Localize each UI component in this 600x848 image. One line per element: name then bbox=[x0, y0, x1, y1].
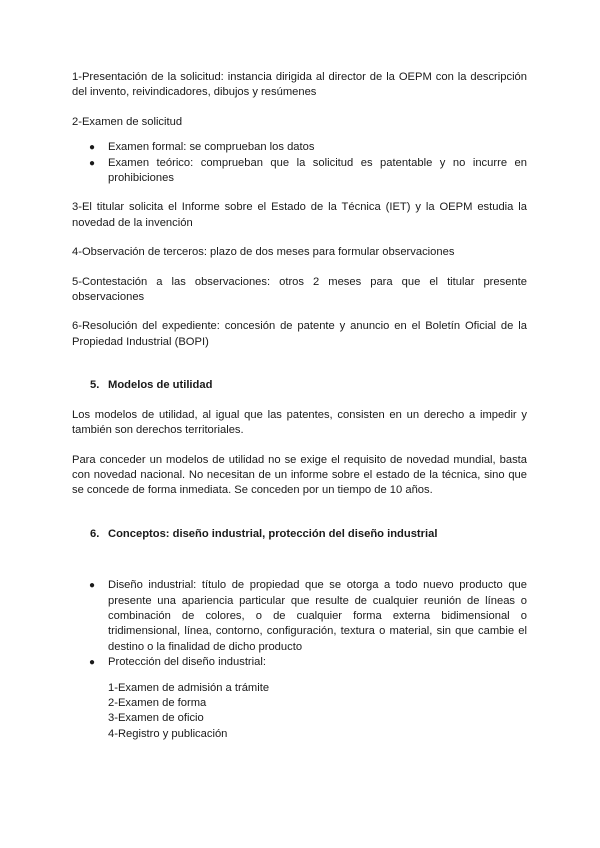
design-protection-steps bbox=[72, 681, 527, 743]
patent-step-6: 6-Resolución del expediente: concesión de patente y anuncio en el Boletín Oficial de la Propiedad Industrial (BOPI) bbox=[72, 320, 527, 348]
section-title: Modelos de utilidad bbox=[108, 379, 213, 392]
list-item bbox=[72, 655, 527, 670]
bullet-icon: ● bbox=[89, 580, 96, 592]
list-item-text: Examen teórico: comprueban que la solicitud es patentable y no incurre en prohibiciones bbox=[108, 156, 527, 185]
exam-bullet-list bbox=[72, 140, 527, 186]
list-item bbox=[72, 140, 527, 155]
list-item: 1-Examen de admisión a trámite bbox=[108, 681, 270, 694]
section-5-heading bbox=[72, 378, 527, 393]
section-5-paragraph-2: Para conceder un modelos de utilidad no se exige el requisito de novedad mundial, basta con novedad nacional. No necesitan de un informe sobre el estado de la técnica, sino que se concede de forma inmediata. Se conceden por un tiempo de 10 años. bbox=[72, 453, 527, 497]
bullet-icon: ● bbox=[89, 657, 96, 669]
bullet-icon: ● bbox=[89, 157, 96, 169]
list-item: 3-Examen de oficio bbox=[108, 712, 204, 725]
patent-step-2: 2-Examen de solicitud bbox=[72, 115, 183, 128]
bullet-icon: ● bbox=[89, 142, 96, 154]
list-item: 2-Examen de forma bbox=[108, 696, 207, 709]
section-6-heading bbox=[72, 527, 527, 542]
list-item-text: Diseño industrial: título de propiedad que se otorga a todo nuevo producto que presente una apariencia particular que resulte de cualquier reunión de líneas o combinación de colores, o de cualquier forma externa bidimensional o tridimensional, línea, contorno, configuración, textura o material, sin que cambie el destino o la finalidad de dicho producto bbox=[108, 579, 527, 653]
list-item bbox=[72, 156, 527, 187]
list-item bbox=[72, 578, 527, 655]
design-bullet-list bbox=[72, 578, 527, 670]
document-content bbox=[72, 70, 527, 742]
section-number: 6. bbox=[90, 527, 100, 540]
section-5-paragraph-1: Los modelos de utilidad, al igual que las patentes, consisten en un derecho a impedir y también son derechos territoriales. bbox=[72, 408, 527, 437]
list-item-text: Protección del diseño industrial: bbox=[108, 656, 266, 669]
patent-step-3: 3-El titular solicita el Informe sobre el Estado de la Técnica (IET) y la OEPM estudia la novedad de la invención bbox=[72, 201, 527, 229]
patent-step-5: 5-Contestación a las observaciones: otros 2 meses para que el titular presente observaciones bbox=[72, 275, 527, 304]
list-item-text: Examen formal: se comprueban los datos bbox=[108, 141, 315, 154]
patent-step-1: 1-Presentación de la solicitud: instancia dirigida al director de la OEPM con la descripción del invento, reivindicadores, dibujos y resúmenes bbox=[72, 71, 527, 99]
list-item: 4-Registro y publicación bbox=[108, 727, 228, 740]
section-number: 5. bbox=[90, 379, 100, 392]
patent-step-4: 4-Observación de terceros: plazo de dos meses para formular observaciones bbox=[72, 246, 455, 259]
section-title: Conceptos: diseño industrial, protección del diseño industrial bbox=[108, 527, 438, 540]
